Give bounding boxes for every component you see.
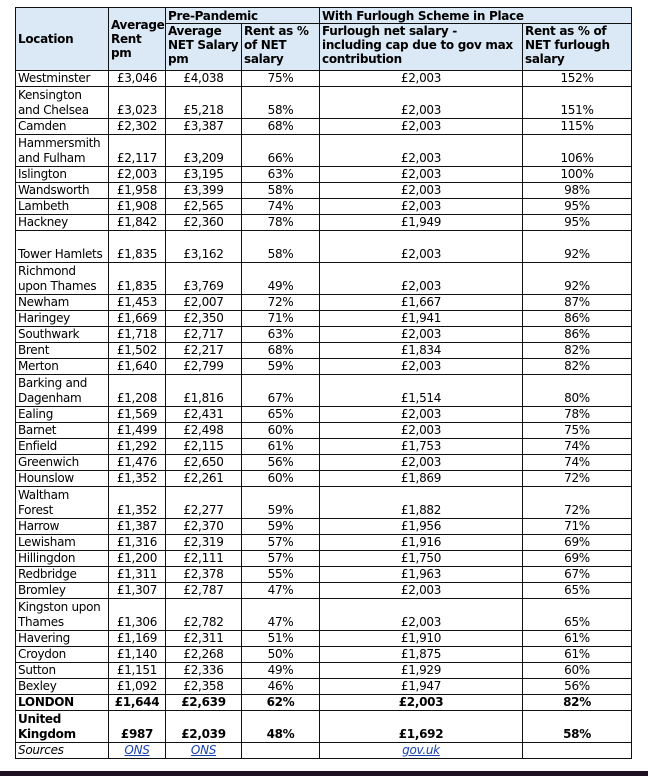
cell-rent: £1,092 [109, 679, 166, 695]
cell-furlough: £2,003 [320, 423, 523, 439]
table-row [16, 311, 632, 327]
table-row [16, 567, 632, 583]
header-group-furlough: With Furlough Scheme in Place [320, 8, 632, 24]
cell-location: Haringey [16, 311, 109, 327]
cell-rent: £2,302 [109, 119, 166, 135]
table-row [16, 295, 632, 311]
cell-rent: £1,640 [109, 359, 166, 375]
cell-rent: £1,307 [109, 583, 166, 599]
bottom-dark-bar [0, 771, 648, 776]
source-link-ons-rent[interactable]: ONS [124, 743, 150, 757]
cell-furlough: £2,003 [320, 135, 523, 167]
cell-salary: £2,787 [166, 583, 242, 599]
cell-rent: £1,718 [109, 327, 166, 343]
table-row-sources [16, 743, 632, 759]
header-average-rent: Average Rent pm [109, 8, 166, 71]
cell-furlough-pct: 75% [523, 423, 632, 439]
cell-furlough-pct: 95% [523, 215, 632, 231]
cell-location: Bexley [16, 679, 109, 695]
cell-furlough: £1,963 [320, 567, 523, 583]
source-link-ons-salary[interactable]: ONS [190, 743, 217, 757]
cell-location: Hillingdon [16, 551, 109, 567]
cell-salary: £2,639 [166, 695, 242, 711]
cell-rent: £1,569 [109, 407, 166, 423]
cell-salary: £2,350 [166, 311, 242, 327]
table-row [16, 327, 632, 343]
cell-salary: £2,039 [166, 711, 242, 743]
cell-furlough-pct: 151% [523, 87, 632, 119]
cell-location: Sutton [16, 663, 109, 679]
cell-salary: £2,565 [166, 199, 242, 215]
table-row [16, 439, 632, 455]
table-row [16, 359, 632, 375]
cell-rent: £3,023 [109, 87, 166, 119]
cell-furlough-pct: 74% [523, 439, 632, 455]
cell-rent-pct: 60% [242, 423, 320, 439]
cell-salary: £2,217 [166, 343, 242, 359]
cell-furlough-pct: 95% [523, 199, 632, 215]
cell-furlough-pct: 71% [523, 519, 632, 535]
cell-salary: £2,782 [166, 599, 242, 631]
cell-location: Wandsworth [16, 183, 109, 199]
cell-furlough: £1,882 [320, 487, 523, 519]
cell-salary: £2,358 [166, 679, 242, 695]
header-furlough-net-salary: Furlough net salary - including cap due to gov max contribution [320, 24, 523, 71]
cell-furlough-pct: 80% [523, 375, 632, 407]
cell-rent-pct: 51% [242, 631, 320, 647]
table-row [16, 263, 632, 295]
cell-salary: £2,650 [166, 455, 242, 471]
cell-salary: £2,799 [166, 359, 242, 375]
cell-furlough-pct: 78% [523, 407, 632, 423]
cell-rent: £1,387 [109, 519, 166, 535]
cell-furlough: £1,869 [320, 471, 523, 487]
cell-rent-pct: 55% [242, 567, 320, 583]
cell-rent-pct: 57% [242, 551, 320, 567]
table-row [16, 135, 632, 167]
cell-rent: £1,669 [109, 311, 166, 327]
cell-rent: £1,292 [109, 439, 166, 455]
cell-furlough: £1,929 [320, 663, 523, 679]
table-row [16, 647, 632, 663]
cell-rent-pct: 56% [242, 455, 320, 471]
table-row [16, 487, 632, 519]
cell-furlough: £2,003 [320, 167, 523, 183]
cell-rent: £1,842 [109, 215, 166, 231]
cell-rent: £1,306 [109, 599, 166, 631]
cell-rent: £1,835 [109, 231, 166, 263]
table-body [16, 71, 632, 695]
cell-rent-pct: 71% [242, 311, 320, 327]
cell-salary: £2,007 [166, 295, 242, 311]
cell-location: Merton [16, 359, 109, 375]
cell-salary: £3,162 [166, 231, 242, 263]
cell-furlough: £2,003 [320, 199, 523, 215]
cell-rent-pct: 63% [242, 327, 320, 343]
cell-furlough: £2,003 [320, 407, 523, 423]
cell-location: Hammersmith and Fulham [16, 135, 109, 167]
cell-location: Havering [16, 631, 109, 647]
cell-furlough-pct: 100% [523, 167, 632, 183]
table-totals [16, 695, 632, 759]
table-row [16, 119, 632, 135]
cell-furlough: £2,003 [320, 231, 523, 263]
cell-furlough-pct: 56% [523, 679, 632, 695]
table-row [16, 71, 632, 87]
cell-salary: £2,360 [166, 215, 242, 231]
table-row [16, 519, 632, 535]
cell-location: Kingston upon Thames [16, 599, 109, 631]
cell-furlough-pct: 61% [523, 631, 632, 647]
cell-location: Barnet [16, 423, 109, 439]
cell-rent-pct: 50% [242, 647, 320, 663]
cell-rent-pct: 60% [242, 471, 320, 487]
cell-location: Greenwich [16, 455, 109, 471]
cell-furlough-pct: 82% [523, 343, 632, 359]
cell-location: Waltham Forest [16, 487, 109, 519]
cell-location: Lewisham [16, 535, 109, 551]
cell-rent-pct: 59% [242, 359, 320, 375]
cell-salary: £3,399 [166, 183, 242, 199]
cell-location: Richmond upon Thames [16, 263, 109, 295]
cell-salary: £2,370 [166, 519, 242, 535]
cell-salary: £5,218 [166, 87, 242, 119]
table-row [16, 199, 632, 215]
cell-location: Kensington and Chelsea [16, 87, 109, 119]
cell-location: Bromley [16, 583, 109, 599]
cell-furlough-pct: 69% [523, 535, 632, 551]
cell-furlough: £1,514 [320, 375, 523, 407]
table-row [16, 215, 632, 231]
cell-rent-pct: 75% [242, 71, 320, 87]
cell-rent-pct: 68% [242, 343, 320, 359]
cell-rent-pct: 47% [242, 583, 320, 599]
cell-furlough: £2,003 [320, 359, 523, 375]
cell-rent-pct: 46% [242, 679, 320, 695]
cell-rent-pct: 49% [242, 263, 320, 295]
cell-furlough-pct: 106% [523, 135, 632, 167]
cell-furlough: £1,941 [320, 311, 523, 327]
header-group-pre-pandemic: Pre-Pandemic [166, 8, 320, 24]
cell-location: Islington [16, 167, 109, 183]
cell-furlough-pct: 65% [523, 583, 632, 599]
cell-location: United Kingdom [16, 711, 109, 743]
cell-salary: £2,261 [166, 471, 242, 487]
cell-furlough-pct: 72% [523, 471, 632, 487]
cell-rent-pct: 63% [242, 167, 320, 183]
cell-location: Hackney [16, 215, 109, 231]
cell-furlough: £1,750 [320, 551, 523, 567]
cell-furlough-pct: 58% [523, 711, 632, 743]
cell-location: Tower Hamlets [16, 231, 109, 263]
cell-rent: £3,046 [109, 71, 166, 87]
cell-rent: £1,200 [109, 551, 166, 567]
table-row [16, 631, 632, 647]
cell-rent-pct: 47% [242, 599, 320, 631]
sources-empty-cell [523, 743, 632, 759]
header-rent-pct-net: Rent as % of NET salary [242, 24, 320, 71]
cell-location: Hounslow [16, 471, 109, 487]
cell-salary: £2,498 [166, 423, 242, 439]
cell-rent: £1,208 [109, 375, 166, 407]
table-row [16, 375, 632, 407]
cell-salary: £2,111 [166, 551, 242, 567]
cell-furlough: £1,910 [320, 631, 523, 647]
table-row [16, 183, 632, 199]
cell-rent-pct: 72% [242, 295, 320, 311]
cell-furlough-pct: 67% [523, 567, 632, 583]
cell-salary: £4,038 [166, 71, 242, 87]
cell-rent-pct: 62% [242, 695, 320, 711]
cell-furlough: £1,753 [320, 439, 523, 455]
cell-rent: £2,003 [109, 167, 166, 183]
cell-furlough-pct: 74% [523, 455, 632, 471]
cell-location: Harrow [16, 519, 109, 535]
cell-rent-pct: 66% [242, 135, 320, 167]
header-location: Location [16, 8, 109, 71]
cell-furlough: £2,003 [320, 327, 523, 343]
cell-furlough: £2,003 [320, 71, 523, 87]
table-row [16, 551, 632, 567]
cell-salary: £2,336 [166, 663, 242, 679]
cell-salary: £2,115 [166, 439, 242, 455]
cell-rent: £1,502 [109, 343, 166, 359]
table-row [16, 535, 632, 551]
cell-rent: £1,644 [109, 695, 166, 711]
cell-furlough-pct: 65% [523, 599, 632, 631]
cell-salary: £2,268 [166, 647, 242, 663]
sources-label: Sources [16, 743, 109, 759]
cell-furlough-pct: 86% [523, 311, 632, 327]
cell-furlough: £2,003 [320, 87, 523, 119]
cell-rent: £1,311 [109, 567, 166, 583]
cell-furlough: £1,916 [320, 535, 523, 551]
cell-rent-pct: 65% [242, 407, 320, 423]
cell-rent: £987 [109, 711, 166, 743]
cell-furlough: £1,875 [320, 647, 523, 663]
cell-furlough-pct: 72% [523, 487, 632, 519]
cell-furlough-pct: 87% [523, 295, 632, 311]
cell-rent: £1,958 [109, 183, 166, 199]
cell-furlough: £1,692 [320, 711, 523, 743]
cell-furlough: £1,834 [320, 343, 523, 359]
cell-furlough-pct: 61% [523, 647, 632, 663]
table-row [16, 231, 632, 263]
cell-salary: £2,378 [166, 567, 242, 583]
table-row [16, 343, 632, 359]
cell-location: Croydon [16, 647, 109, 663]
table-row [16, 87, 632, 119]
cell-rent: £1,151 [109, 663, 166, 679]
cell-furlough: £2,003 [320, 183, 523, 199]
cell-location: Newham [16, 295, 109, 311]
cell-furlough: £1,667 [320, 295, 523, 311]
cell-salary: £3,387 [166, 119, 242, 135]
header-average-net-salary: Average NET Salary pm [166, 24, 242, 71]
cell-salary: £2,277 [166, 487, 242, 519]
cell-rent: £1,453 [109, 295, 166, 311]
table-row-london [16, 695, 632, 711]
table-row [16, 423, 632, 439]
rent-vs-salary-table [15, 7, 632, 759]
cell-furlough: £2,003 [320, 583, 523, 599]
cell-location: Ealing [16, 407, 109, 423]
source-link-gov-uk[interactable]: gov.uk [402, 743, 440, 757]
cell-location: Camden [16, 119, 109, 135]
cell-rent-pct: 58% [242, 183, 320, 199]
cell-location: Lambeth [16, 199, 109, 215]
cell-rent-pct: 59% [242, 519, 320, 535]
table-row [16, 583, 632, 599]
table-row [16, 663, 632, 679]
cell-rent: £1,908 [109, 199, 166, 215]
sources-empty-cell [242, 743, 320, 759]
cell-rent-pct: 59% [242, 487, 320, 519]
cell-rent: £1,169 [109, 631, 166, 647]
table-row-united-kingdom [16, 711, 632, 743]
cell-rent-pct: 68% [242, 119, 320, 135]
cell-rent-pct: 67% [242, 375, 320, 407]
cell-rent: £2,117 [109, 135, 166, 167]
cell-rent: £1,835 [109, 263, 166, 295]
cell-salary: £2,319 [166, 535, 242, 551]
cell-rent: £1,316 [109, 535, 166, 551]
cell-furlough-pct: 82% [523, 359, 632, 375]
cell-furlough: £2,003 [320, 455, 523, 471]
cell-location: Brent [16, 343, 109, 359]
cell-rent: £1,140 [109, 647, 166, 663]
table-row [16, 679, 632, 695]
cell-rent-pct: 58% [242, 87, 320, 119]
cell-salary: £2,717 [166, 327, 242, 343]
cell-salary: £3,209 [166, 135, 242, 167]
cell-salary: £3,769 [166, 263, 242, 295]
cell-location: Enfield [16, 439, 109, 455]
header-rent-pct-furlough: Rent as % of NET furlough salary [523, 24, 632, 71]
cell-furlough-pct: 82% [523, 695, 632, 711]
cell-furlough-pct: 152% [523, 71, 632, 87]
cell-salary: £2,311 [166, 631, 242, 647]
table-row [16, 407, 632, 423]
cell-rent-pct: 58% [242, 231, 320, 263]
cell-rent: £1,352 [109, 487, 166, 519]
cell-furlough: £2,003 [320, 263, 523, 295]
cell-location: LONDON [16, 695, 109, 711]
cell-salary: £2,431 [166, 407, 242, 423]
cell-rent: £1,352 [109, 471, 166, 487]
cell-location: Southwark [16, 327, 109, 343]
cell-rent-pct: 48% [242, 711, 320, 743]
cell-rent: £1,499 [109, 423, 166, 439]
cell-furlough-pct: 69% [523, 551, 632, 567]
cell-furlough: £1,947 [320, 679, 523, 695]
cell-rent-pct: 78% [242, 215, 320, 231]
cell-furlough-pct: 92% [523, 263, 632, 295]
cell-furlough: £1,956 [320, 519, 523, 535]
cell-furlough-pct: 92% [523, 231, 632, 263]
cell-rent-pct: 57% [242, 535, 320, 551]
table-row [16, 599, 632, 631]
rent-vs-salary-table-container [15, 7, 632, 759]
cell-rent: £1,476 [109, 455, 166, 471]
table-row [16, 471, 632, 487]
cell-rent-pct: 74% [242, 199, 320, 215]
cell-location: Redbridge [16, 567, 109, 583]
cell-furlough-pct: 60% [523, 663, 632, 679]
cell-rent-pct: 61% [242, 439, 320, 455]
cell-furlough: £1,949 [320, 215, 523, 231]
table-row [16, 167, 632, 183]
cell-furlough: £2,003 [320, 599, 523, 631]
cell-salary: £1,816 [166, 375, 242, 407]
cell-furlough-pct: 98% [523, 183, 632, 199]
cell-furlough-pct: 115% [523, 119, 632, 135]
cell-furlough: £2,003 [320, 695, 523, 711]
cell-furlough-pct: 86% [523, 327, 632, 343]
cell-location: Westminster [16, 71, 109, 87]
cell-rent-pct: 49% [242, 663, 320, 679]
cell-furlough: £2,003 [320, 119, 523, 135]
cell-location: Barking and Dagenham [16, 375, 109, 407]
cell-salary: £3,195 [166, 167, 242, 183]
table-row [16, 455, 632, 471]
